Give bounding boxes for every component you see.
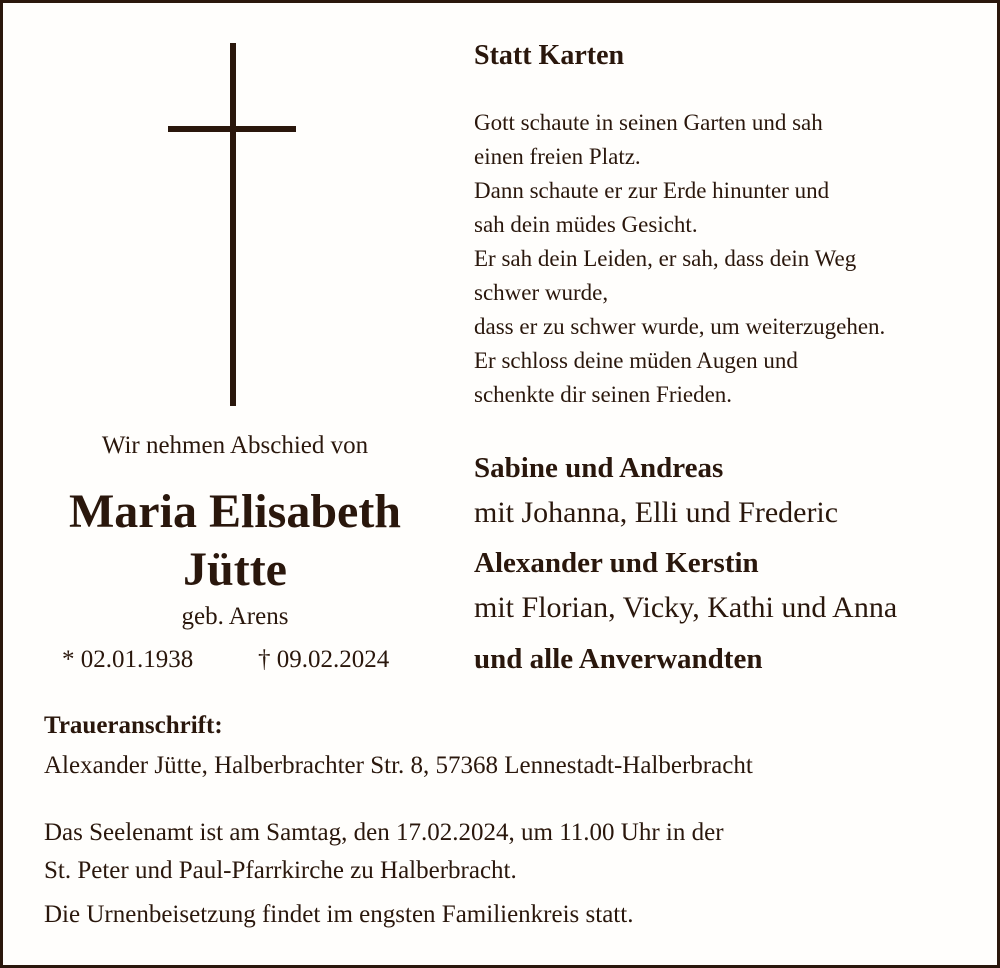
deceased-name-last: Jütte <box>183 543 287 596</box>
poem-line: schenkte dir seinen Frieden. <box>474 382 733 407</box>
poem-line: einen freien Platz. <box>474 144 641 169</box>
relatives-line: und alle Anverwandten <box>474 643 763 675</box>
family-2-children: mit Florian, Vicky, Kathi und Anna <box>474 591 898 624</box>
death-date: † 09.02.2024 <box>258 646 390 673</box>
intro-text: Wir nehmen Abschied von <box>101 432 369 459</box>
poem-line: Dann schaute er zur Erde hinunter und <box>474 178 830 203</box>
birth-date: * 02.01.1938 <box>62 646 194 673</box>
poem-line: Er schloss deine müden Augen und <box>474 348 798 373</box>
poem-line: Gott schaute in seinen Garten und sah <box>474 110 823 135</box>
service-line-2: St. Peter und Paul-Pfarrkirche zu Halberbracht. <box>44 857 517 884</box>
maiden-name: geb. Arens <box>181 603 289 630</box>
family-2-name: Alexander und Kerstin <box>474 547 759 579</box>
poem-line: Er sah dein Leiden, er sah, dass dein Weg <box>474 246 857 271</box>
statt-karten-title: Statt Karten <box>474 40 625 71</box>
burial-text: Die Urnenbeisetzung findet im engsten Familienkreis statt. <box>44 901 634 928</box>
address-label: Traueranschrift: <box>44 712 223 739</box>
family-1-name: Sabine und Andreas <box>474 452 724 484</box>
deceased-name-first: Maria Elisabeth <box>69 485 401 538</box>
poem-line: dass er zu schwer wurde, um weiterzugehen. <box>474 314 886 339</box>
poem-line: schwer wurde, <box>474 280 609 305</box>
poem-line: sah dein müdes Gesicht. <box>474 212 698 237</box>
address-text: Alexander Jütte, Halberbrachter Str. 8, 57368 Lennestadt-Halberbracht <box>44 752 753 779</box>
service-line-1: Das Seelenamt ist am Samtag, den 17.02.2024, um 11.00 Uhr in der <box>44 819 724 846</box>
family-1-children: mit Johanna, Elli und Frederic <box>474 496 839 529</box>
